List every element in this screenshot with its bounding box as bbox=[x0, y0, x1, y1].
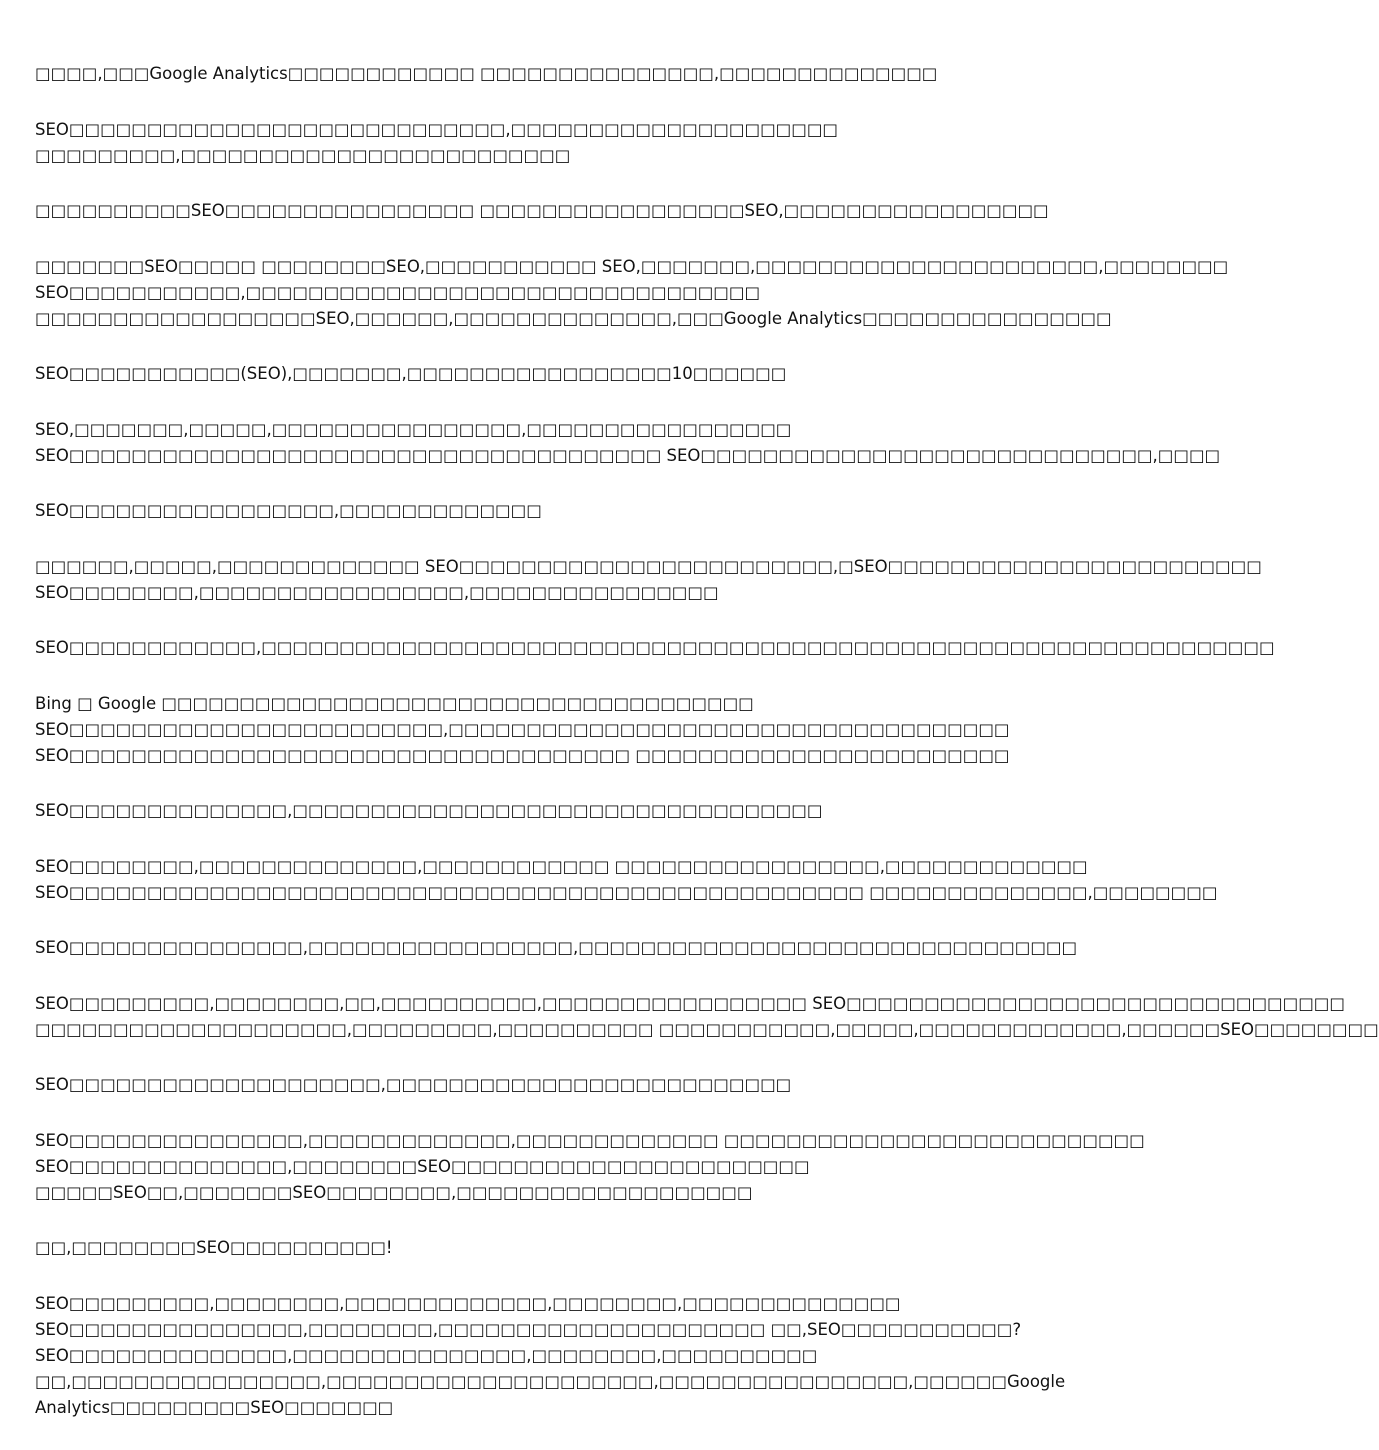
paragraph bbox=[35, 198, 1049, 224]
text-line: SEO□□□□□□□□,□□□□□□□□□□□□□□□□□,□□□□□□□□□□□□□□□□ bbox=[35, 582, 719, 602]
paragraph bbox=[35, 554, 1262, 606]
text-line: □□□□,□□□Google Analytics□□□□□□□□□□□□ □□□□□□□□□□□□□□□,□□□□□□□□□□□□□□ bbox=[35, 64, 938, 83]
paragraph bbox=[35, 1128, 1145, 1206]
text-line: □□□□□□□SEO□□□□□ □□□□□□□□SEO,□□□□□□□□□□□ SEO,□□□□□□□,□□□□□□□□□□□□□□□□□□□□□□,□□□□□□□□ bbox=[35, 256, 1229, 276]
paragraph bbox=[35, 1291, 1066, 1421]
text-line: SEO□□□□□□□□□□□□□□□□□□□□□□□□□□□□□□□□□□□□ □□□□□□□□□□□□□□□□□□□□□□□□ bbox=[35, 745, 1010, 765]
document-body bbox=[35, 61, 1379, 1450]
paragraph bbox=[35, 417, 1221, 469]
paragraph bbox=[35, 1072, 975, 1098]
text-line: Analytics□□□□□□□□□SEO□□□□□□□ bbox=[35, 1397, 394, 1417]
text-line: SEO□□□□□□□□□,□□□□□□□□,□□,□□□□□□□□□□,□□□□□□□□□□□□□□□□□ SEO□□□□□□□□□□□□□□□□□□□□□□□□□□□□□□□□ bbox=[35, 993, 1345, 1013]
paragraph bbox=[35, 798, 975, 824]
text-line: SEO□□□□□□□□□□□□□□□□□□□□□□□□,□□□□□□□□□□□□□□□□□□□□□□□□□□□□□□□□□□□□ bbox=[35, 719, 1010, 739]
paragraph bbox=[35, 361, 975, 387]
text-line: SEO□□□□□□□□□□□□□□□□□□□□□□□□□□□□,□□□□□□□□□□□□□□□□□□□□□ bbox=[35, 119, 839, 139]
paragraph bbox=[35, 935, 1078, 961]
text-line: □□□□□□□□□□□□□□□□□□SEO,□□□□□□,□□□□□□□□□□□□□□,□□□Google Analytics□□□□□□□□□□□□□□□□ bbox=[35, 308, 1112, 328]
text-line: SEO□□□□□□□□□□□□□□□,□□□□□□□□□□□□□□□□□,□□□□□□□□□□□□□□□□□□□□□□□□□□□□□□□□ bbox=[35, 938, 1078, 957]
text-line: SEO□□□□□□□□□□□□□□□□□,□□□□□□□□□□□□□ bbox=[35, 501, 542, 520]
text-line: SEO□□□□□□□□□□□□□□□,□□□□□□□□□□□□□,□□□□□□□□□□□□□ □□□□□□□□□□□□□□□□□□□□□□□□□□□ bbox=[35, 1130, 1145, 1150]
text-line: □□,□□□□□□□□SEO□□□□□□□□□□! bbox=[35, 1238, 393, 1257]
text-line: SEO□□□□□□□□□□□□□□□,□□□□□□□□,□□□□□□□□□□□□□□□□□□□□□ □□,SEO□□□□□□□□□□□? bbox=[35, 1319, 1022, 1339]
text-line: □□□□□□□□□□□□□□□□□□□□,□□□□□□□□□,□□□□□□□□□□ □□□□□□□□□□□,□□□□□,□□□□□□□□□□□□□,□□□□□□SEO□□□□□□□□ bbox=[35, 1019, 1379, 1039]
text-line: SEO□□□□□□□□□□□□□□□□□□□□□□□□□□□□□□□□□□□□□□□□□□□□□□□□□□□ □□□□□□□□□□□□□□,□□□□□□□□ bbox=[35, 882, 1218, 902]
paragraph bbox=[35, 854, 1218, 906]
text-line: Bing □ Google □□□□□□□□□□□□□□□□□□□□□□□□□□□□□□□□□□□□□□ bbox=[35, 693, 754, 713]
text-line: □□□□□□□□□□SEO□□□□□□□□□□□□□□□□ □□□□□□□□□□□□□□□□□SEO,□□□□□□□□□□□□□□□□□ bbox=[35, 201, 1049, 220]
text-line: SEO□□□□□□□□□□□□,□□□□□□□□□□□□□□□□□□□□□□□□□□□□□□□□□□□□□□□□□□□□□□□□□□□□□□□□□□□□□□□□□ bbox=[35, 638, 1275, 657]
paragraph bbox=[35, 117, 975, 169]
paragraph bbox=[35, 635, 1275, 661]
text-line: □□□□□SEO□□,□□□□□□□SEO□□□□□□□□,□□□□□□□□□□□□□□□□□□□ bbox=[35, 1182, 753, 1202]
text-line: SEO□□□□□□□□□□□□□□,□□□□□□□□SEO□□□□□□□□□□□□□□□□□□□□□□□ bbox=[35, 1156, 810, 1176]
paragraph bbox=[35, 61, 975, 87]
paragraph bbox=[35, 254, 1229, 332]
text-line: □□□□□□,□□□□□,□□□□□□□□□□□□□ SEO□□□□□□□□□□□□□□□□□□□□□□□□,□SEO□□□□□□□□□□□□□□□□□□□□□□□□ bbox=[35, 556, 1262, 576]
paragraph bbox=[35, 991, 1379, 1043]
text-line: SEO□□□□□□□□□□□□□□,□□□□□□□□□□□□□□□□□□□□□□□□□□□□□□□□□□ bbox=[35, 801, 823, 820]
text-line: SEO□□□□□□□□□□□□□□□□□□□□□□□□□□□□□□□□□□□□□□ SEO□□□□□□□□□□□□□□□□□□□□□□□□□□□□□,□□□□ bbox=[35, 445, 1221, 465]
text-line: SEO,□□□□□□□,□□□□□,□□□□□□□□□□□□□□□□,□□□□□□□□□□□□□□□□□ bbox=[35, 419, 792, 439]
text-line: SEO□□□□□□□□,□□□□□□□□□□□□□□,□□□□□□□□□□□□ □□□□□□□□□□□□□□□□□,□□□□□□□□□□□□□ bbox=[35, 856, 1088, 876]
text-line: SEO□□□□□□□□□,□□□□□□□□,□□□□□□□□□□□□□,□□□□□□□□,□□□□□□□□□□□□□□ bbox=[35, 1293, 901, 1313]
text-line: SEO□□□□□□□□□□□□□□□□□□□□,□□□□□□□□□□□□□□□□□□□□□□□□□□ bbox=[35, 1075, 792, 1094]
paragraph bbox=[35, 1235, 975, 1261]
text-line: □□,□□□□□□□□□□□□□□□□,□□□□□□□□□□□□□□□□□□□□□,□□□□□□□□□□□□□□□□,□□□□□□Google bbox=[35, 1371, 1066, 1391]
text-line: □□□□□□□□□,□□□□□□□□□□□□□□□□□□□□□□□□□ bbox=[35, 145, 571, 165]
text-line: SEO□□□□□□□□□□□□□□,□□□□□□□□□□□□□□□,□□□□□□□□,□□□□□□□□□□ bbox=[35, 1345, 818, 1365]
paragraph bbox=[35, 691, 1010, 769]
paragraph bbox=[35, 498, 975, 524]
text-line: SEO□□□□□□□□□□□(SEO),□□□□□□□,□□□□□□□□□□□□□□□□□10□□□□□□ bbox=[35, 364, 787, 383]
text-line: SEO□□□□□□□□□□□,□□□□□□□□□□□□□□□□□□□□□□□□□□□□□□□□□ bbox=[35, 282, 761, 302]
